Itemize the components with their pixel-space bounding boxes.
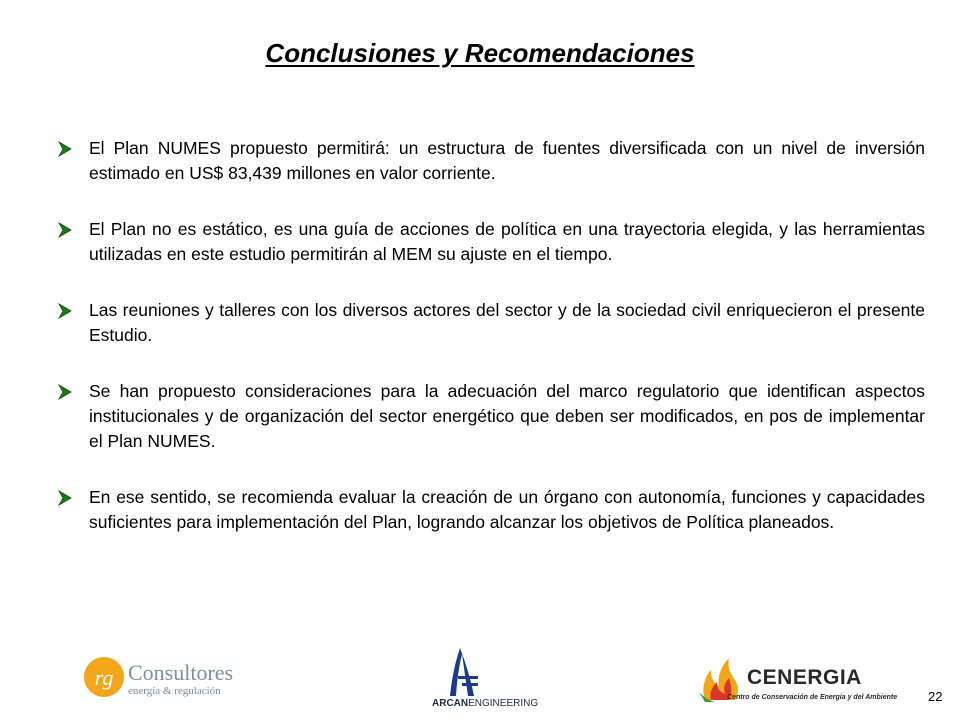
bullet-item [57, 136, 925, 186]
arrow-bullet-icon [57, 485, 89, 510]
arrow-bullet-icon [57, 298, 89, 323]
arcan-suffix: ENGINEERING [468, 698, 539, 709]
bullet-list [57, 136, 925, 566]
rg-consultores-logo [82, 654, 242, 700]
bullet-text: El Plan no es estático, es una guía de acciones de política en una trayectoria elegida, y las herramientas utilizadas en este estudio permitirán al MEM su ajuste en el tiempo. [89, 219, 925, 264]
bullet-item [57, 379, 925, 454]
cenergia-logo [697, 652, 897, 712]
arcan-engineering-logo [430, 646, 550, 716]
rg-logo-icon [82, 654, 126, 700]
cenergia-logo-name: CENERGIA [747, 666, 862, 689]
cenergia-logo-subtitle: Centro de Conservación de Energía y del Ambiente [727, 694, 898, 701]
bullet-item [57, 217, 925, 267]
rg-logo-name: Consultores [128, 660, 234, 685]
svg-text:rg: rg [94, 665, 114, 690]
footer-logos [0, 640, 960, 720]
arcan-logo-text [432, 698, 538, 709]
arrow-bullet-icon [57, 217, 89, 242]
arrow-bullet-icon [57, 136, 89, 161]
bullet-text: Se han propuesto consideraciones para la adecuación del marco regulatorio que identifican aspectos institucionales y de organización del sector energético que deben ser modificados, en pos de implementar el Plan NUMES. [89, 381, 925, 451]
bullet-text: Las reuniones y talleres con los diversos actores del sector y de la sociedad civil enriquecieron el presente Estudio. [89, 300, 925, 345]
slide-title: Conclusiones y Recomendaciones [265, 38, 695, 68]
arcan-logo-icon [440, 646, 484, 698]
bullet-item [57, 485, 925, 535]
rg-logo-subtitle: energía & regulación [128, 685, 221, 697]
arrow-bullet-icon [57, 379, 89, 404]
bullet-text: El Plan NUMES propuesto permitirá: un estructura de fuentes diversificada con un nivel de inversión estimado en US$ 83,439 millones en valor corriente. [89, 138, 925, 183]
bullet-text: En ese sentido, se recomienda evaluar la creación de un órgano con autonomía, funciones y capacidades suficientes para implementación del Plan, logrando alcanzar los objetivos de Política planeados. [89, 487, 925, 532]
bullet-item [57, 298, 925, 348]
arcan-brand: ARCAN [432, 698, 469, 709]
page-number: 22 [928, 689, 943, 704]
